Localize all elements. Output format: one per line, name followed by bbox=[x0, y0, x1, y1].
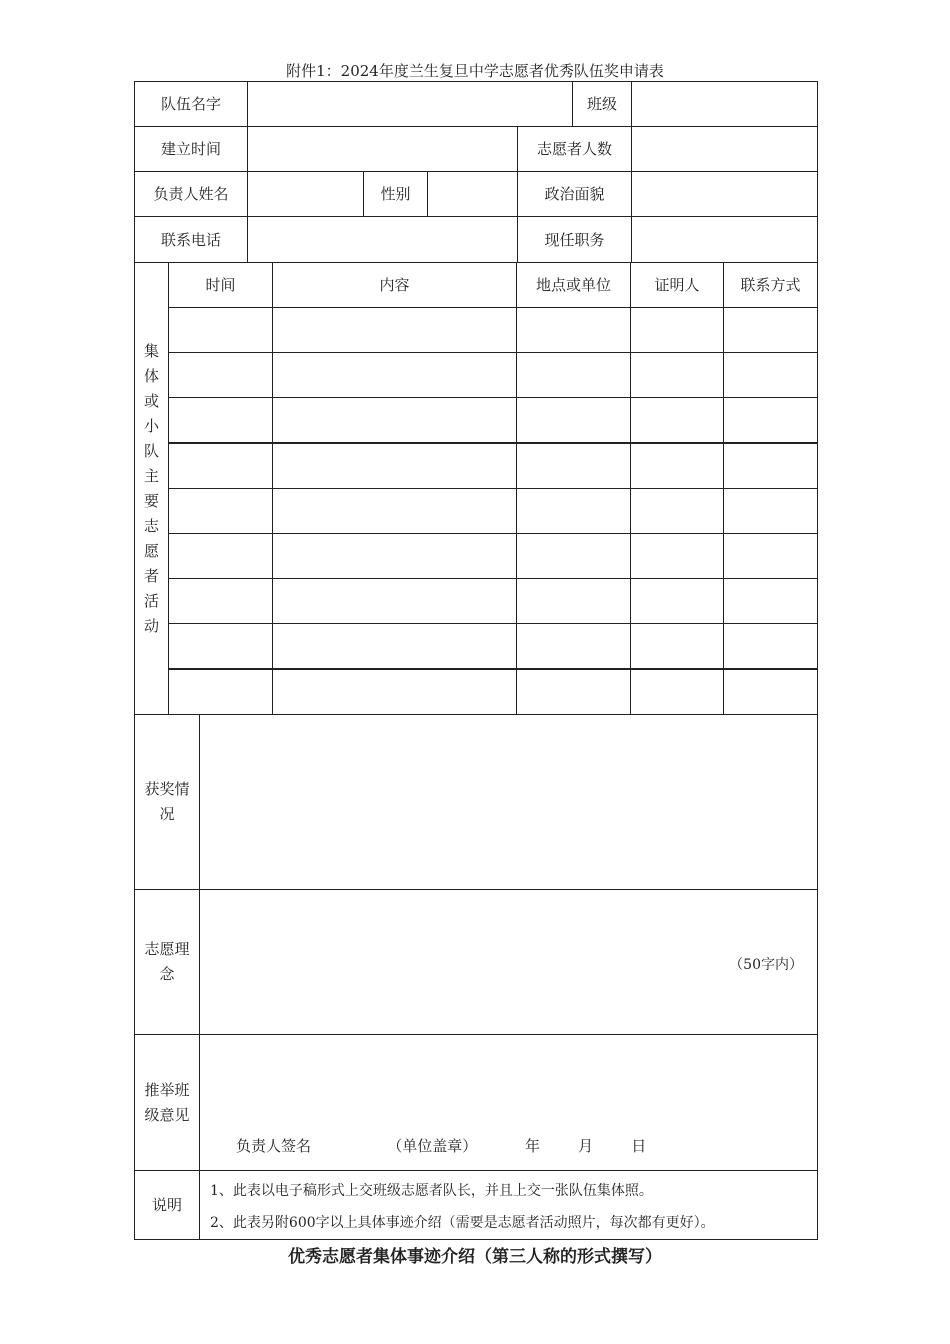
cell-location[interactable] bbox=[516, 352, 631, 398]
notes-content bbox=[199, 1170, 818, 1240]
cell-location[interactable] bbox=[516, 397, 631, 443]
cell-witness[interactable] bbox=[630, 488, 724, 534]
recommendation-label-line1: 推举班 bbox=[144, 1080, 190, 1099]
side-label-char: 者 bbox=[143, 566, 159, 585]
cell-contact[interactable] bbox=[723, 578, 818, 624]
side-label-char: 动 bbox=[143, 616, 159, 635]
cell-content[interactable] bbox=[272, 578, 517, 624]
cell-time[interactable] bbox=[168, 533, 273, 579]
cell-contact[interactable] bbox=[723, 488, 818, 534]
cell-time[interactable] bbox=[168, 623, 273, 669]
team-name-label: 队伍名字 bbox=[134, 81, 248, 127]
cell-location[interactable] bbox=[516, 307, 631, 353]
team-name-field[interactable] bbox=[247, 81, 573, 127]
cell-location[interactable] bbox=[516, 578, 631, 624]
cell-time[interactable] bbox=[168, 443, 273, 489]
footer-heading: 优秀志愿者集体事迹介绍（第三人称的形式撰写） bbox=[288, 1247, 662, 1267]
phone-field[interactable] bbox=[247, 216, 518, 263]
cell-location[interactable] bbox=[516, 443, 631, 489]
cell-contact[interactable] bbox=[723, 352, 818, 398]
side-label-char: 志 bbox=[143, 516, 159, 535]
leader-name-label: 负责人姓名 bbox=[134, 171, 248, 217]
class-label: 班级 bbox=[572, 81, 632, 127]
activities-side-label bbox=[134, 262, 169, 715]
header-witness: 证明人 bbox=[630, 262, 724, 308]
header-content: 内容 bbox=[272, 262, 517, 308]
notes-label: 说明 bbox=[134, 1170, 200, 1240]
cell-content[interactable] bbox=[272, 352, 517, 398]
cell-content[interactable] bbox=[272, 623, 517, 669]
leader-name-field[interactable] bbox=[247, 171, 364, 217]
cell-witness[interactable] bbox=[630, 669, 724, 715]
cell-time[interactable] bbox=[168, 397, 273, 443]
phone-label: 联系电话 bbox=[134, 216, 248, 263]
cell-content[interactable] bbox=[272, 533, 517, 579]
side-label-char: 队 bbox=[143, 441, 159, 460]
side-label-char: 主 bbox=[143, 466, 159, 485]
cell-witness[interactable] bbox=[630, 443, 724, 489]
cell-contact[interactable] bbox=[723, 307, 818, 353]
cell-location[interactable] bbox=[516, 669, 631, 715]
philosophy-label bbox=[134, 889, 200, 1035]
cell-content[interactable] bbox=[272, 488, 517, 534]
cell-location[interactable] bbox=[516, 623, 631, 669]
awards-label bbox=[134, 714, 200, 890]
philosophy-label-line1: 志愿理 bbox=[144, 940, 190, 958]
cell-location[interactable] bbox=[516, 533, 631, 579]
political-status-field[interactable] bbox=[631, 171, 818, 217]
cell-content[interactable] bbox=[272, 669, 517, 715]
cell-witness[interactable] bbox=[630, 533, 724, 579]
founded-field[interactable] bbox=[247, 126, 518, 172]
cell-content[interactable] bbox=[272, 397, 517, 443]
cell-contact[interactable] bbox=[723, 669, 818, 715]
cell-content[interactable] bbox=[272, 443, 517, 489]
cell-contact[interactable] bbox=[723, 623, 818, 669]
recommendation-label-line2: 级意见 bbox=[144, 1105, 190, 1124]
cell-witness[interactable] bbox=[630, 578, 724, 624]
awards-label-line2: 况 bbox=[159, 805, 175, 823]
note-line-1: 1、此表以电子稿形式上交班级志愿者队长，并且上交一张队伍集体照。 bbox=[210, 1183, 653, 1199]
awards-label-line1: 获奖情 bbox=[144, 780, 190, 798]
note-line-2: 2、此表另附600字以上具体事迹介绍（需要是志愿者活动照片，每次都有更好）。 bbox=[210, 1215, 715, 1231]
side-label-char: 体 bbox=[143, 366, 159, 385]
side-label-char: 集 bbox=[143, 341, 159, 360]
signature-line: 负责人签名 （单位盖章） 年 月 日 bbox=[236, 1137, 647, 1155]
class-field[interactable] bbox=[631, 81, 818, 127]
cell-content[interactable] bbox=[272, 307, 517, 353]
political-status-label: 政治面貌 bbox=[517, 171, 632, 217]
cell-witness[interactable] bbox=[630, 397, 724, 443]
cell-location[interactable] bbox=[516, 488, 631, 534]
header-contact: 联系方式 bbox=[723, 262, 818, 308]
cell-time[interactable] bbox=[168, 488, 273, 534]
gender-field[interactable] bbox=[427, 171, 518, 217]
gender-label: 性别 bbox=[363, 171, 428, 217]
header-location: 地点或单位 bbox=[516, 262, 631, 308]
awards-field[interactable] bbox=[199, 714, 818, 890]
cell-contact[interactable] bbox=[723, 397, 818, 443]
volunteer-count-field[interactable] bbox=[631, 126, 818, 172]
side-label-char: 活 bbox=[143, 591, 159, 610]
side-label-char: 小 bbox=[143, 416, 159, 435]
application-form bbox=[134, 81, 818, 1240]
cell-time[interactable] bbox=[168, 578, 273, 624]
side-label-char: 要 bbox=[143, 491, 159, 510]
cell-witness[interactable] bbox=[630, 352, 724, 398]
philosophy-label-line2: 念 bbox=[159, 965, 175, 983]
cell-time[interactable] bbox=[168, 669, 273, 715]
side-label-char: 或 bbox=[143, 391, 159, 410]
form-title: 附件1：2024年度兰生复旦中学志愿者优秀队伍奖申请表 bbox=[286, 62, 664, 80]
philosophy-field[interactable] bbox=[199, 889, 818, 1035]
founded-label: 建立时间 bbox=[134, 126, 248, 172]
cell-time[interactable] bbox=[168, 352, 273, 398]
cell-time[interactable] bbox=[168, 307, 273, 353]
cell-contact[interactable] bbox=[723, 533, 818, 579]
cell-witness[interactable] bbox=[630, 623, 724, 669]
cell-witness[interactable] bbox=[630, 307, 724, 353]
volunteer-count-label: 志愿者人数 bbox=[517, 126, 632, 172]
recommendation-field[interactable] bbox=[199, 1034, 818, 1171]
position-field[interactable] bbox=[631, 216, 818, 263]
recommendation-label bbox=[134, 1034, 200, 1171]
header-time: 时间 bbox=[168, 262, 273, 308]
side-label-char: 愿 bbox=[143, 541, 159, 560]
cell-contact[interactable] bbox=[723, 443, 818, 489]
philosophy-limit-note: （50字内） bbox=[729, 957, 803, 973]
position-label: 现任职务 bbox=[517, 216, 632, 263]
